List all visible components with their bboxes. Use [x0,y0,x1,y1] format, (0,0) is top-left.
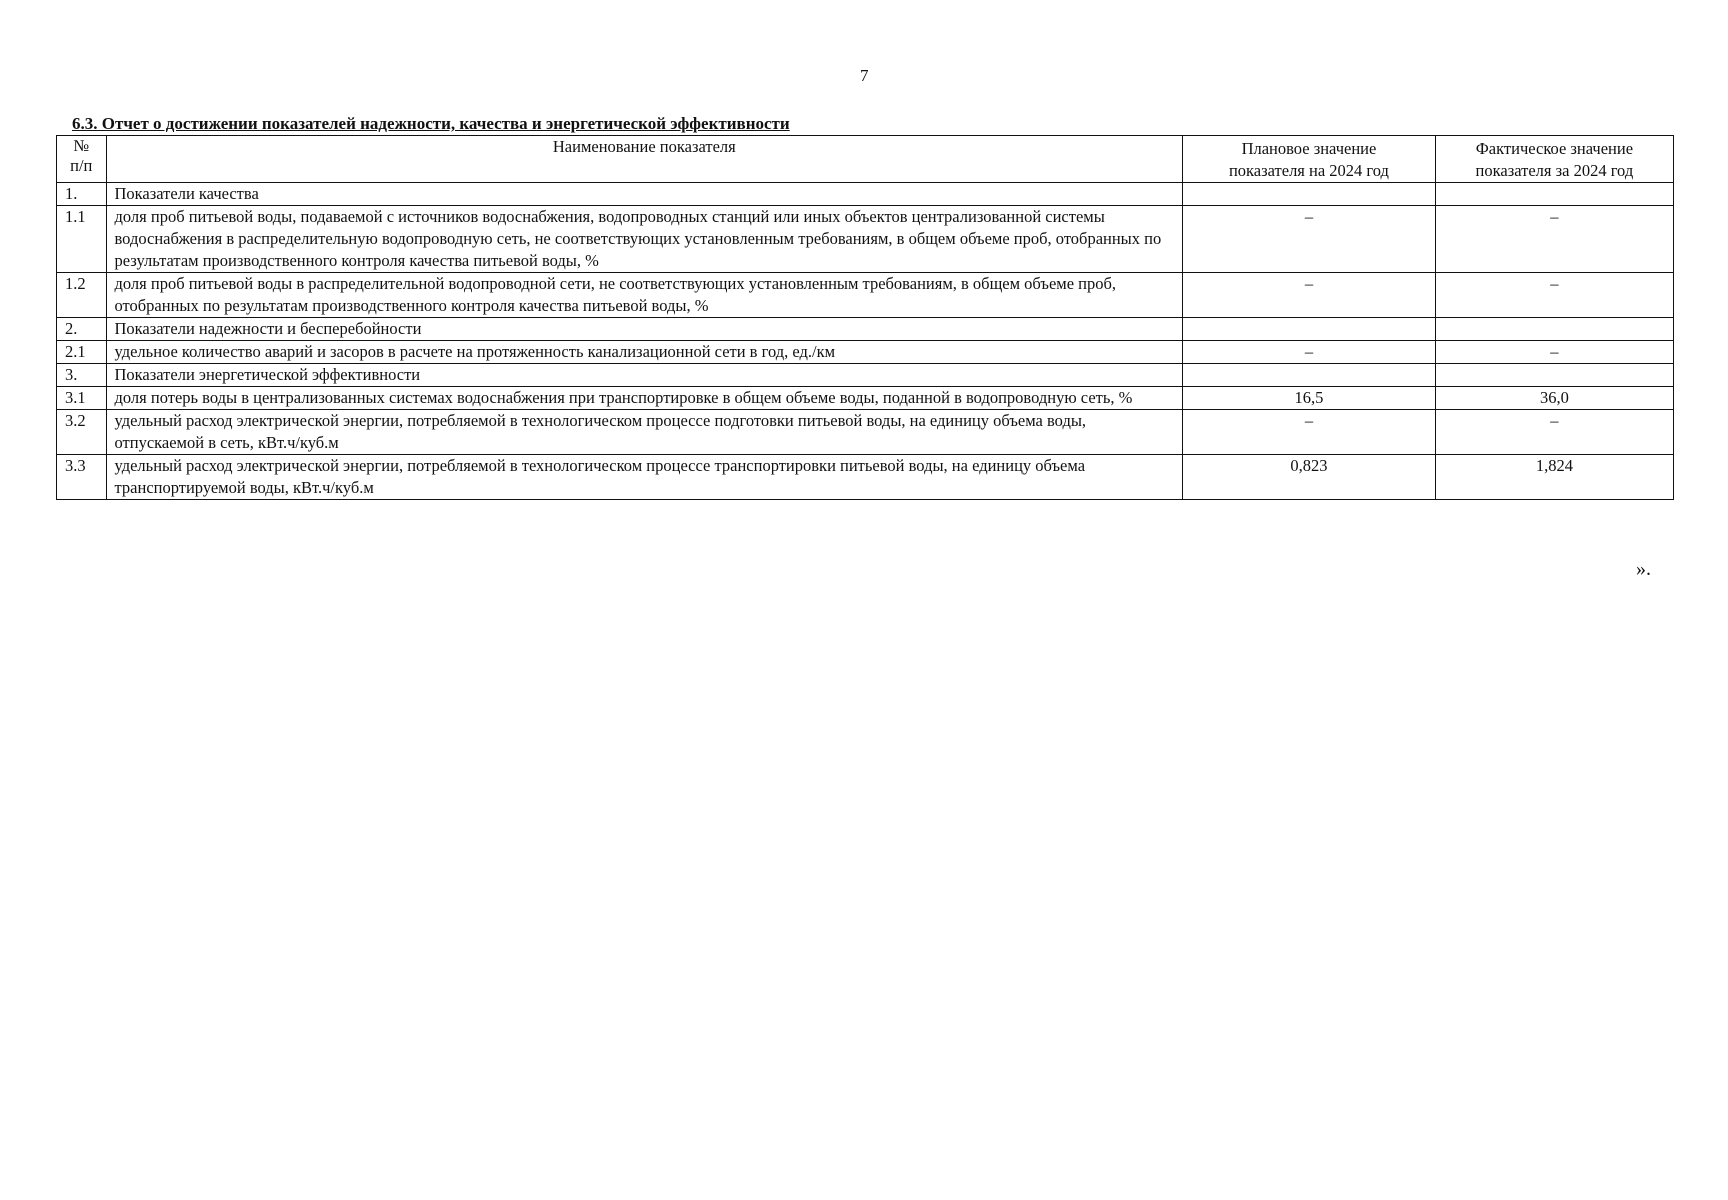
row-plan: – [1183,341,1436,364]
header-name: Наименование показателя [106,136,1183,183]
row-name: Показатели качества [106,183,1183,206]
table-header-row [57,136,1674,183]
page-number: 7 [860,66,869,85]
row-plan: 16,5 [1183,387,1436,410]
row-fact: – [1435,206,1673,273]
row-name: доля потерь воды в централизованных системах водоснабжения при транспортировке в общем объеме воды, поданной в водопроводную сеть, % [106,387,1183,410]
row-num: 3. [57,364,107,387]
row-num: 2. [57,318,107,341]
table-row [57,183,1674,206]
row-name: удельный расход электрической энергии, потребляемой в технологическом процессе транспортировки питьевой воды, на единицу объема транспортируемой воды, кВт.ч/куб.м [106,455,1183,500]
row-num: 1.2 [57,273,107,318]
indicators-table [56,135,1674,500]
row-fact [1435,364,1673,387]
row-num: 3.1 [57,387,107,410]
row-plan: – [1183,410,1436,455]
row-num: 2.1 [57,341,107,364]
table-row [57,206,1674,273]
row-name: доля проб питьевой воды в распределительной водопроводной сети, не соответствующих установленным требованиям, в общем объеме проб, отобранных по результатам производственного контроля качества питьевой воды, % [106,273,1183,318]
header-fact: Фактическое значение показателя за 2024 год [1435,136,1673,183]
table-row [57,387,1674,410]
row-fact [1435,183,1673,206]
table-row [57,364,1674,387]
row-name: доля проб питьевой воды, подаваемой с источников водоснабжения, водопроводных станций или иных объектов централизованной системы водоснабжения в распределительную водопроводную сеть, не соответствующих установленным требованиям, в общем объеме проб, отобранных по результатам производственного контроля качества питьевой воды, % [106,206,1183,273]
header-num-line2: п/п [70,156,93,175]
row-name: Показатели энергетической эффективности [106,364,1183,387]
row-fact: 1,824 [1435,455,1673,500]
row-fact: – [1435,410,1673,455]
closing-quote-mark: ». [1636,558,1651,580]
row-plan: – [1183,206,1436,273]
row-plan [1183,318,1436,341]
row-plan: – [1183,273,1436,318]
table-row [57,341,1674,364]
section-title: 6.3. Отчет о достижении показателей надежности, качества и энергетической эффективности [72,114,790,133]
table-row [57,410,1674,455]
row-name: Показатели надежности и бесперебойности [106,318,1183,341]
row-fact: 36,0 [1435,387,1673,410]
row-num: 3.3 [57,455,107,500]
header-num-line1: № [73,136,90,155]
table-row [57,318,1674,341]
row-plan [1183,183,1436,206]
row-fact [1435,318,1673,341]
row-num: 1.1 [57,206,107,273]
table-row [57,455,1674,500]
header-plan: Плановое значение показателя на 2024 год [1183,136,1436,183]
row-name: удельное количество аварий и засоров в расчете на протяженность канализационной сети в год, ед./км [106,341,1183,364]
header-num [57,136,107,183]
row-plan: 0,823 [1183,455,1436,500]
row-fact: – [1435,341,1673,364]
row-num: 1. [57,183,107,206]
row-name: удельный расход электрической энергии, потребляемой в технологическом процессе подготовки питьевой воды, на единицу объема воды, отпускаемой в сеть, кВт.ч/куб.м [106,410,1183,455]
row-num: 3.2 [57,410,107,455]
table-row [57,273,1674,318]
row-plan [1183,364,1436,387]
row-fact: – [1435,273,1673,318]
